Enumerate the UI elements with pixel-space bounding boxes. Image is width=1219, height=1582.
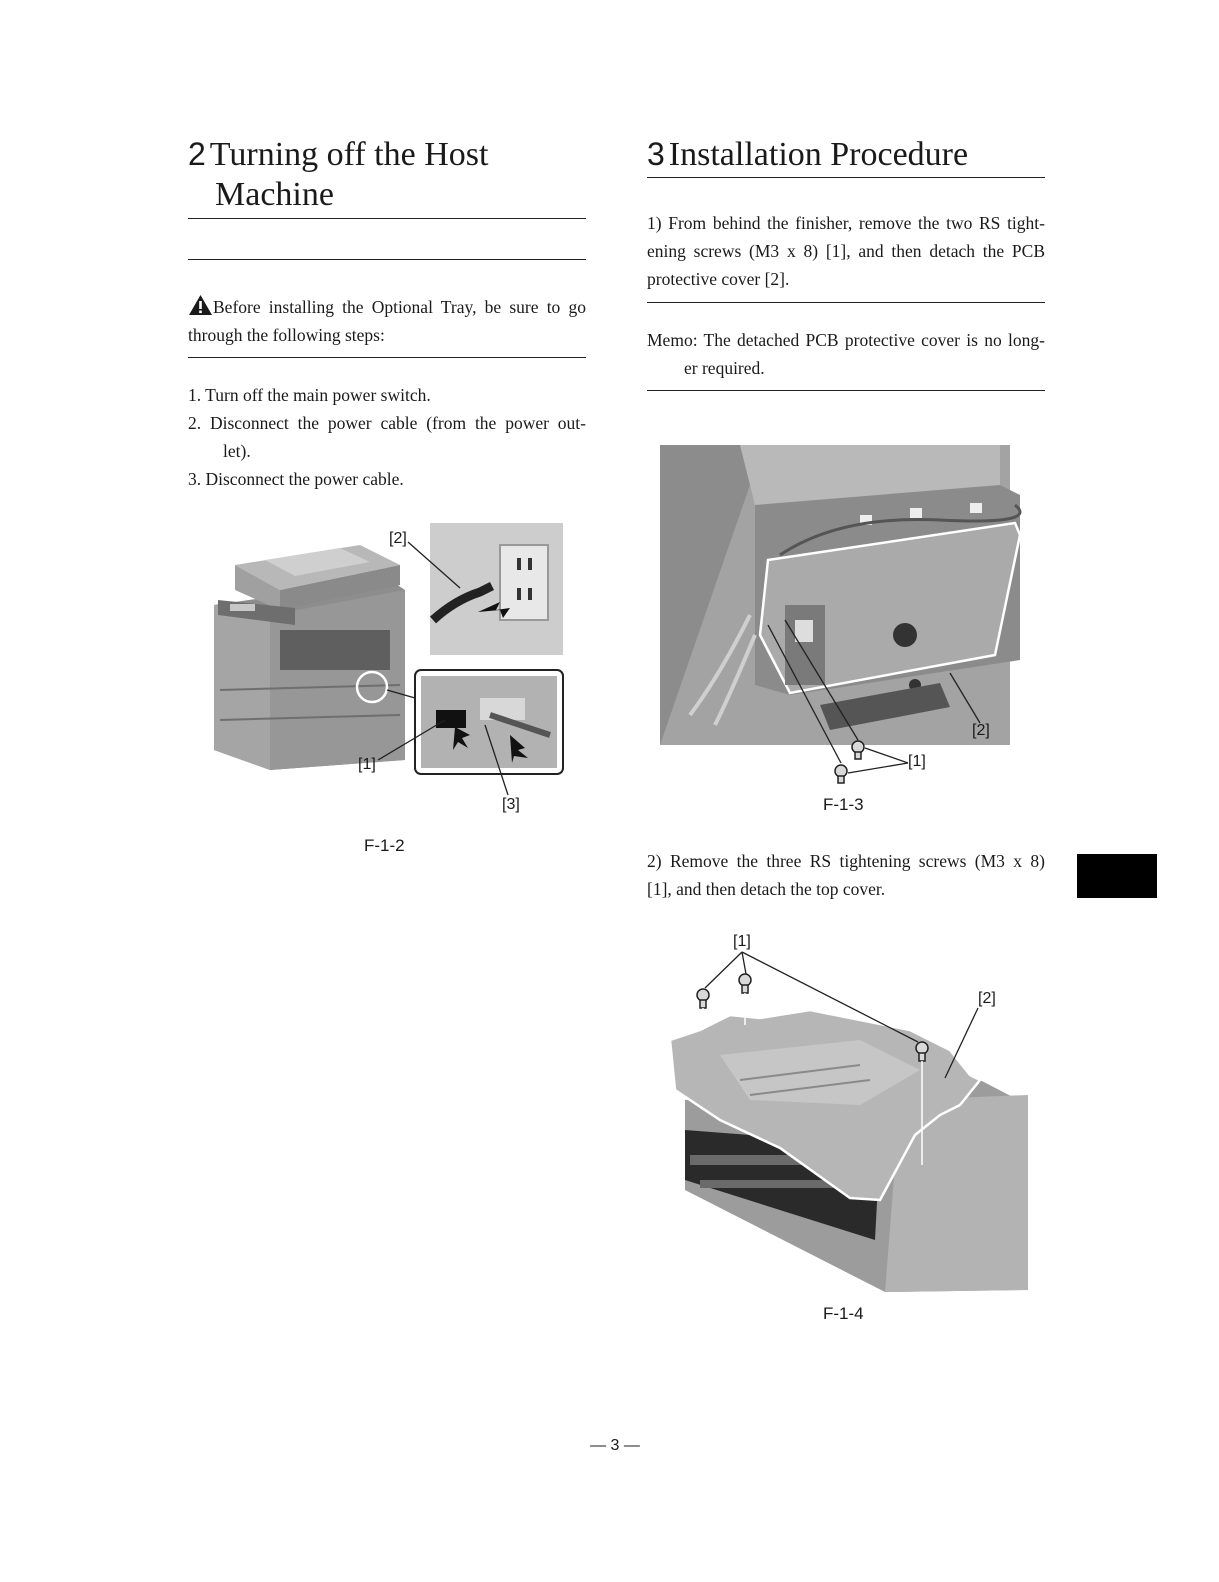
step-item: 1. Turn off the main power switch. <box>188 385 431 405</box>
chapter-thumb-tab <box>1077 854 1157 898</box>
fig4-label-1: [1] <box>733 933 751 950</box>
caution-text: Before installing the Optional Tray, be sure to go through the following steps: <box>188 297 586 345</box>
memo-line1: Memo: The detached PCB protective cover is no long- <box>647 330 1045 350</box>
left-heading <box>188 133 588 215</box>
right-heading-rule <box>647 177 1045 178</box>
fig2-label-2: [2] <box>389 530 407 547</box>
step2-line1: 2) Remove the three RS tightening screws (M3 x 8) <box>647 851 1045 871</box>
step-item: 2. Disconnect the power cable (from the power out- <box>188 413 586 433</box>
left-heading-line2: Machine <box>215 176 334 213</box>
figure-f-1-4 <box>660 930 1040 1295</box>
right-heading <box>647 133 1047 175</box>
step-item: let). <box>223 441 251 461</box>
warning-triangle-icon <box>188 294 213 316</box>
figure-f-1-3-caption: F-1-3 <box>823 795 864 814</box>
step2-line2: [1], and then detach the top cover. <box>647 879 886 899</box>
step-item: 3. Disconnect the power cable. <box>188 469 404 489</box>
fig2-label-1: [1] <box>358 756 376 773</box>
right-heading-number: 3 <box>647 136 665 172</box>
step2-text <box>647 847 1045 903</box>
fig2-label-3: [3] <box>502 796 520 813</box>
memo-rule <box>647 390 1045 391</box>
memo-line2: er required. <box>684 358 765 378</box>
figure-f-1-2 <box>200 520 580 820</box>
step1-line: 1) From behind the finisher, remove the two RS tight- <box>647 213 1045 233</box>
fig3-label-1: [1] <box>908 753 926 770</box>
step1-line: protective cover [2]. <box>647 269 790 289</box>
step1-text <box>647 209 1045 293</box>
step1-rule <box>647 302 1045 303</box>
figure-f-1-3 <box>660 445 1040 785</box>
memo-block <box>647 326 1045 382</box>
left-heading-line1: Turning off the Host <box>209 136 489 173</box>
left-heading-number: 2 <box>188 136 206 172</box>
page-number: — 3 — <box>590 1437 640 1454</box>
caution-block <box>188 293 586 349</box>
fig4-label-2: [2] <box>978 990 996 1007</box>
left-rule-2 <box>188 259 586 260</box>
fig3-label-2: [2] <box>972 722 990 739</box>
right-heading-title: Installation Procedure <box>668 136 969 173</box>
figure-f-1-2-caption: F-1-2 <box>364 836 405 855</box>
left-heading-rule <box>188 218 586 219</box>
caution-rule <box>188 357 586 358</box>
figure-f-1-4-caption: F-1-4 <box>823 1304 864 1323</box>
top-cover-illustration <box>660 930 1040 1295</box>
step1-line: ening screws (M3 x 8) [1], and then detach the PCB <box>647 241 1045 261</box>
steps-list <box>188 381 586 493</box>
copier-illustration <box>200 520 580 820</box>
